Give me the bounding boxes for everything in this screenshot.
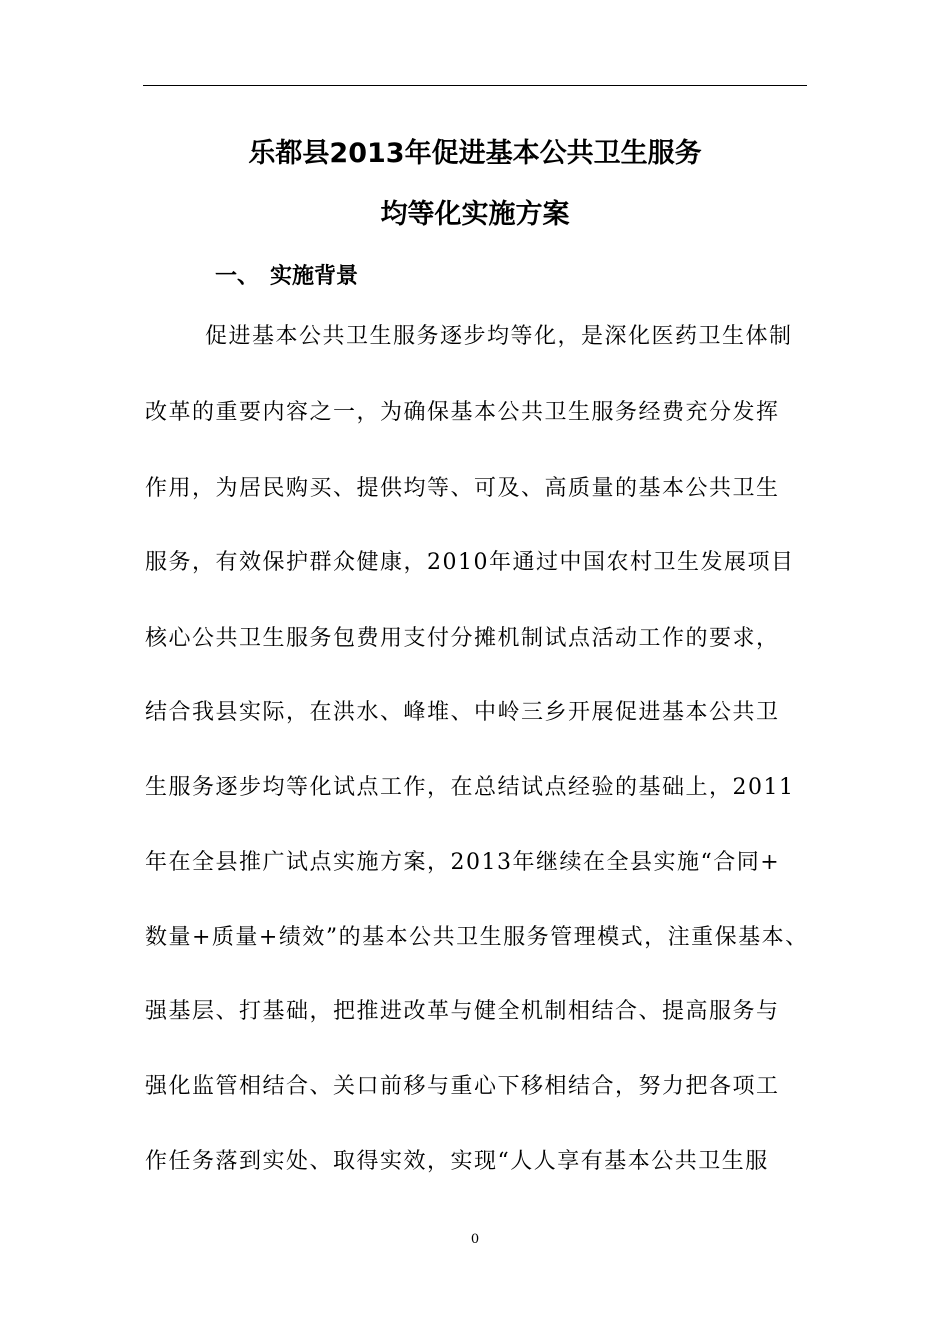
paragraph-line: 改革的重要内容之一，为确保基本公共卫生服务经费充分发挥	[145, 400, 780, 425]
document-title-line-1: 乐都县2013年促进基本公共卫生服务	[248, 138, 702, 169]
paragraph-line: 数量+质量+绩效”的基本公共卫生服务管理模式，注重保基本、	[145, 925, 809, 950]
paragraph-line: 生服务逐步均等化试点工作，在总结试点经验的基础上，2011	[145, 775, 795, 800]
paragraph-line: 结合我县实际，在洪水、峰堆、中岭三乡开展促进基本公共卫	[145, 700, 780, 725]
paragraph-line: 强化监管相结合、关口前移与重心下移相结合，努力把各项工	[145, 1074, 780, 1099]
section-heading	[215, 260, 358, 294]
paragraph-line: 促进基本公共卫生服务逐步均等化，是深化医药卫生体制	[205, 324, 793, 349]
section-title: 实施背景	[270, 264, 359, 289]
paragraph-line: 作任务落到实处、取得实效，实现“人人享有基本公共卫生服	[145, 1149, 769, 1174]
section-number: 一、	[215, 264, 260, 289]
paragraph-line: 作用，为居民购买、提供均等、可及、高质量的基本公共卫生	[145, 476, 780, 501]
paragraph-line: 服务，有效保护群众健康，2010年通过中国农村卫生发展项目	[145, 550, 795, 575]
paragraph-line: 年在全县推广试点实施方案，2013年继续在全县实施“合同+	[145, 850, 781, 875]
document-title-line-2: 均等化实施方案	[380, 199, 570, 230]
page-number: 0	[470, 1232, 480, 1247]
paragraph-line: 强基层、打基础，把推进改革与健全机制相结合、提高服务与	[145, 999, 780, 1024]
paragraph-line: 核心公共卫生服务包费用支付分摊机制试点活动工作的要求，	[145, 626, 780, 651]
header-rule	[143, 85, 807, 86]
